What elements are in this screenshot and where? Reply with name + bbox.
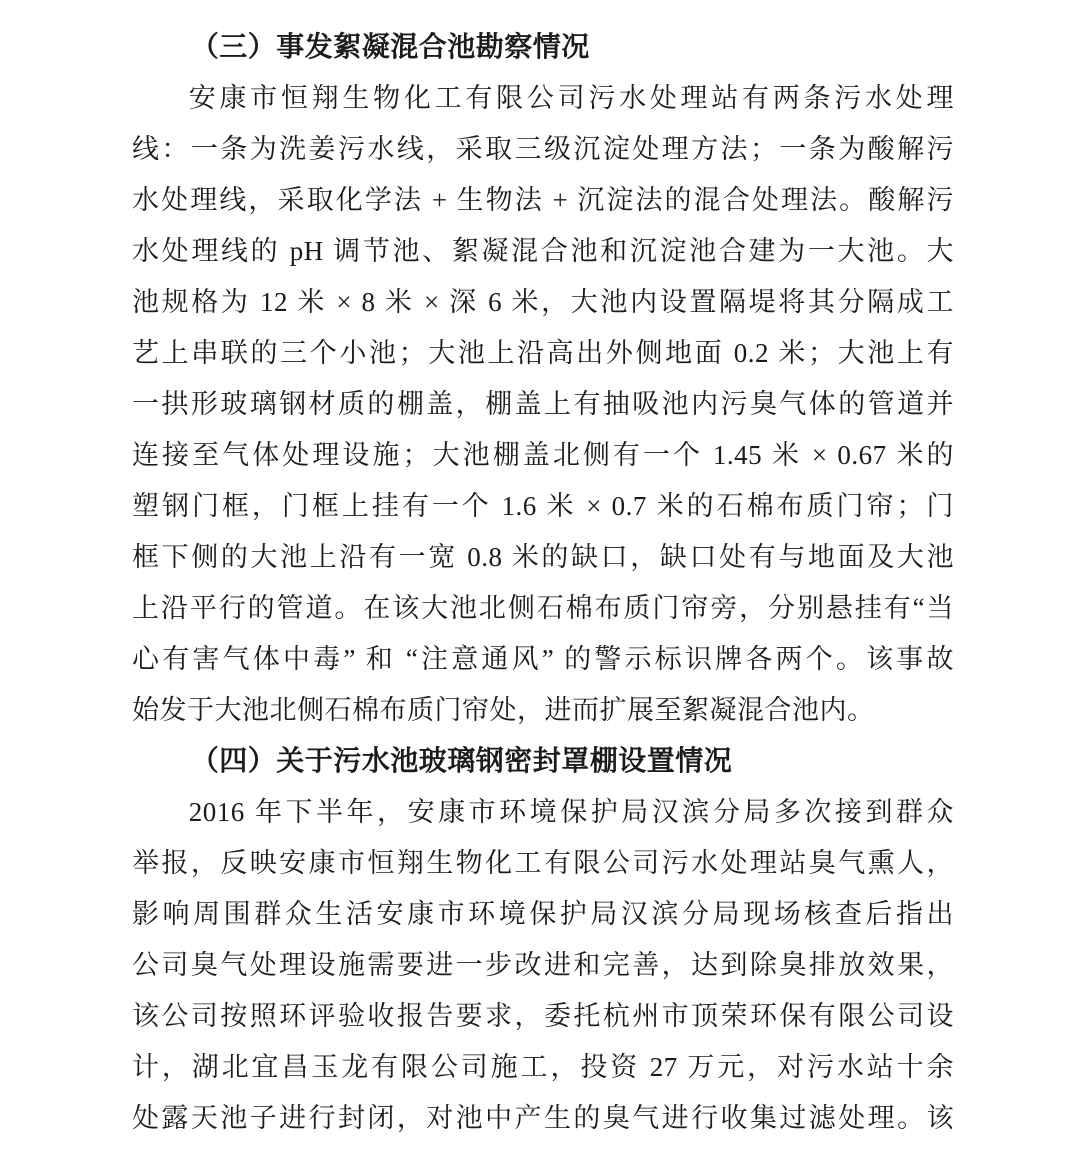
text-line: 连接至气体处理设施；大池棚盖北侧有一个 1.45 米 × 0.67 米的: [132, 440, 954, 470]
text-line: 水处理线的 pH 调节池、絮凝混合池和沉淀池合建为一大池。大: [132, 236, 954, 266]
text-line: 处露天池子进行封闭，对池中产生的臭气进行收集过滤处理。该: [132, 1103, 954, 1133]
text-line: 心有害气体中毒” 和 “注意通风” 的警示标识牌各两个。该事故: [132, 644, 954, 674]
text-line: 举报，反映安康市恒翔生物化工有限公司污水处理站臭气熏人，: [132, 848, 954, 878]
text-line: 影响周围群众生活安康市环境保护局汉滨分局现场核查后指出: [132, 899, 954, 929]
text-line: 线：一条为洗姜污水线，采取三级沉淀处理方法；一条为酸解污: [132, 134, 954, 164]
section-heading: （四）关于污水池玻璃钢密封罩棚设置情况: [190, 746, 733, 777]
text-line: 计，湖北宜昌玉龙有限公司施工，投资 27 万元，对污水站十余: [132, 1052, 954, 1082]
text-line: 该公司按照环评验收报告要求，委托杭州市顶荣环保有限公司设: [132, 1001, 954, 1031]
text-line: 始发于大池北侧石棉布质门帘处，进而扩展至絮凝混合池内。: [132, 695, 875, 725]
text-line: 池规格为 12 米 × 8 米 × 深 6 米，大池内设置隔堤将其分隔成工: [132, 287, 954, 317]
text-line: 上沿平行的管道。在该大池北侧石棉布质门帘旁，分别悬挂有“当: [132, 593, 954, 623]
text-line: 安康市恒翔生物化工有限公司污水处理站有两条污水处理: [188, 83, 954, 113]
text-line: 2016 年下半年，安康市环境保护局汉滨分局多次接到群众: [188, 797, 954, 827]
text-line: 塑钢门框，门框上挂有一个 1.6 米 × 0.7 米的石棉布质门帘；门: [132, 491, 954, 521]
text-line: 公司臭气处理设施需要进一步改进和完善，达到除臭排放效果，: [132, 950, 954, 980]
text-line: 框下侧的大池上沿有一宽 0.8 米的缺口，缺口处有与地面及大池: [132, 542, 954, 572]
text-line: 一拱形玻璃钢材质的棚盖，棚盖上有抽吸池内污臭气体的管道并: [132, 389, 954, 419]
text-line: 水处理线，采取化学法 + 生物法 + 沉淀法的混合处理法。酸解污: [132, 185, 954, 215]
text-line: 艺上串联的三个小池；大池上沿高出外侧地面 0.2 米；大池上有: [132, 338, 954, 368]
section-heading: （三）事发絮凝混合池勘察情况: [190, 32, 590, 63]
document-content: [132, 22, 954, 1144]
